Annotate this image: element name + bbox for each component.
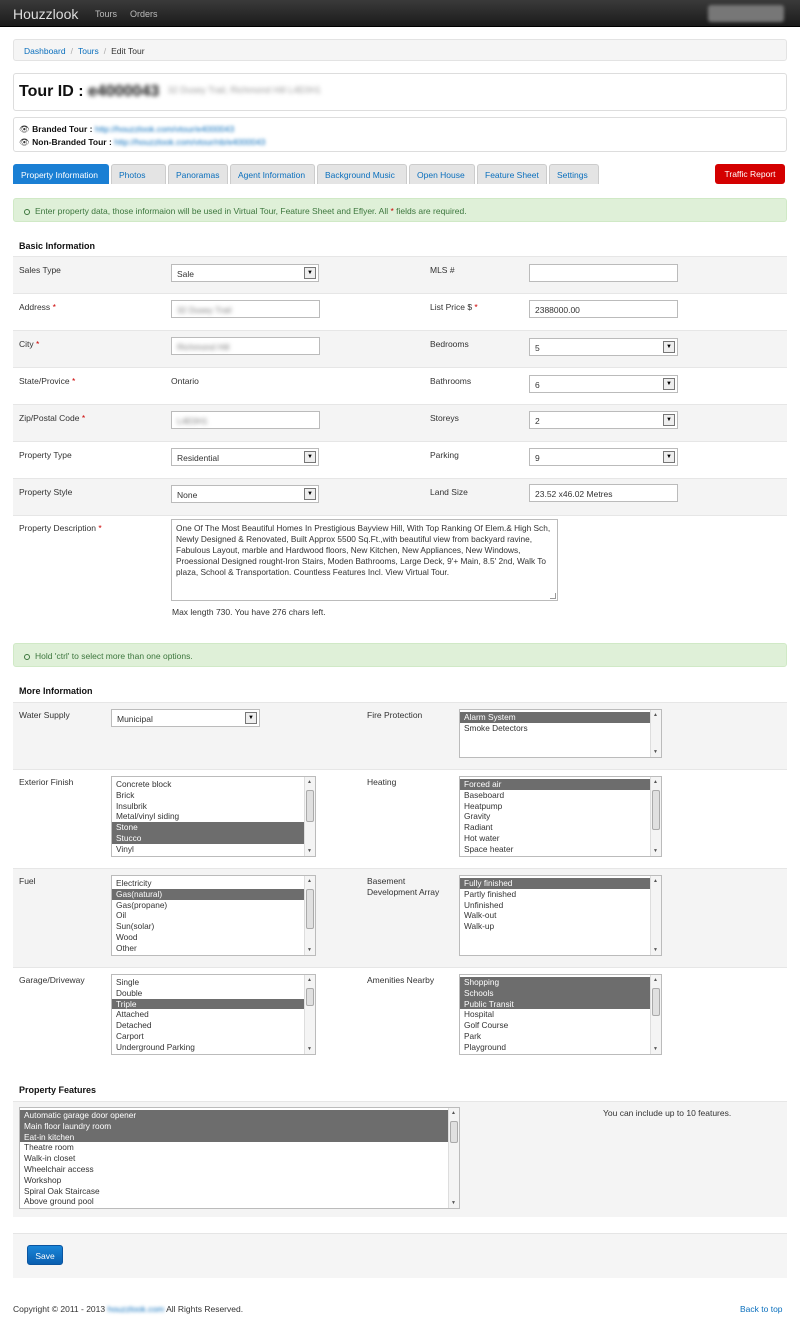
required-star: * (390, 206, 394, 216)
list-option[interactable]: Wheelchair access (24, 1163, 94, 1174)
amenities-listbox[interactable] (459, 974, 662, 1055)
user-menu[interactable] (708, 5, 784, 22)
list-option[interactable]: Playground (464, 1041, 506, 1052)
nonbranded-tour-label: Non-Branded Tour : (32, 137, 112, 147)
land-size-input[interactable]: 23.52 x46.02 Metres (529, 484, 678, 502)
nav-tours[interactable]: Tours (95, 9, 118, 19)
scrollbar-thumb[interactable] (450, 1121, 458, 1143)
nav-orders[interactable]: Orders (130, 9, 158, 19)
breadcrumb (13, 39, 787, 61)
scrollbar[interactable] (448, 1108, 459, 1208)
tab-open-house[interactable]: Open House (409, 164, 475, 184)
basic-info-title: Basic Information (19, 241, 96, 251)
tour-id-label: Tour ID : (19, 83, 84, 100)
scrollbar-thumb[interactable] (306, 790, 314, 822)
heating-listbox[interactable] (459, 776, 662, 857)
back-to-top-link[interactable]: Back to top (740, 1304, 783, 1314)
chevron-down-icon: ▼ (663, 451, 675, 463)
chevron-down-icon: ▼ (304, 267, 316, 279)
breadcrumb-separator: / (70, 46, 73, 56)
tour-title-box (13, 73, 787, 111)
bathrooms-select[interactable]: 6 ▼ (529, 375, 678, 393)
scroll-down-icon[interactable]: ▼ (653, 848, 658, 854)
list-option[interactable]: Walk-up (464, 921, 495, 932)
tour-links-box (13, 117, 787, 152)
save-button[interactable]: Save (27, 1245, 63, 1265)
scrollbar[interactable] (650, 710, 661, 757)
info-alert-ctrl (13, 643, 787, 667)
scroll-up-icon[interactable]: ▲ (307, 878, 312, 884)
list-option[interactable]: Baseboard (464, 789, 505, 800)
fire-protection-listbox[interactable] (459, 709, 662, 758)
list-option[interactable]: Gas(natural) (112, 889, 304, 900)
info-icon (24, 209, 30, 215)
sales-type-select[interactable]: Sale ▼ (171, 264, 319, 282)
scroll-up-icon[interactable]: ▲ (653, 712, 658, 718)
tab-panoramas[interactable]: Panoramas (168, 164, 228, 184)
list-option[interactable]: Attached (116, 1009, 149, 1020)
fire-protection-label: Fire Protection (367, 710, 423, 720)
scroll-down-icon[interactable]: ▼ (307, 848, 312, 854)
property-type-select[interactable]: Residential ▼ (171, 448, 319, 466)
parking-label: Parking (430, 450, 459, 460)
list-price-label: List Price $ * (430, 302, 478, 312)
list-option[interactable]: Double (116, 987, 143, 998)
list-option[interactable]: Workshop (24, 1174, 62, 1185)
list-option[interactable]: Park (464, 1030, 482, 1041)
property-type-label: Property Type (19, 450, 72, 460)
list-option[interactable]: Unfinished (464, 899, 504, 910)
brand-logo[interactable]: Houzzlook (13, 6, 79, 22)
scrollbar[interactable] (650, 876, 661, 955)
tour-address: 32 Dusey Trail, Richmond Hill L4E0H1 (167, 85, 321, 95)
traffic-report-button[interactable]: Traffic Report (715, 164, 785, 184)
list-option[interactable]: Main floor laundry room (20, 1121, 448, 1132)
scroll-up-icon[interactable]: ▲ (653, 977, 658, 983)
zip-label: Zip/Postal Code * (19, 413, 86, 423)
chevron-down-icon: ▼ (663, 414, 675, 426)
page-title (19, 83, 159, 101)
top-navbar (0, 0, 800, 27)
branded-tour-label: Branded Tour : (32, 124, 93, 134)
list-option[interactable]: Brick (116, 789, 135, 800)
list-option[interactable]: Other (116, 942, 137, 953)
more-info-title: More Information (19, 686, 93, 696)
tab-feature-sheet[interactable]: Feature Sheet (477, 164, 547, 184)
city-label: City * (19, 339, 40, 349)
list-option[interactable]: Detached (116, 1020, 152, 1031)
bedrooms-label: Bedrooms (430, 339, 469, 349)
scroll-up-icon[interactable]: ▲ (307, 977, 312, 983)
scroll-down-icon[interactable]: ▼ (307, 947, 312, 953)
storeys-select[interactable]: 2 ▼ (529, 411, 678, 429)
fuel-label: Fuel (19, 876, 36, 886)
scrollbar[interactable] (304, 975, 315, 1054)
list-option[interactable]: Triple (112, 999, 304, 1010)
scroll-down-icon[interactable]: ▼ (451, 1200, 456, 1206)
address-input[interactable]: 32 Dusey Trail (171, 300, 320, 318)
fuel-listbox[interactable] (111, 875, 316, 956)
scroll-up-icon[interactable]: ▲ (451, 1110, 456, 1116)
scroll-up-icon[interactable]: ▲ (653, 779, 658, 785)
list-option[interactable]: Automatic garage door opener (20, 1110, 448, 1121)
list-option[interactable]: Space heater (464, 843, 514, 854)
heating-label: Heating (367, 777, 397, 787)
list-option[interactable]: Golf Course (464, 1020, 509, 1031)
tour-id-value: e4000043 (88, 83, 160, 100)
scroll-down-icon[interactable]: ▼ (653, 947, 658, 953)
tab-settings[interactable]: Settings (549, 164, 599, 184)
branded-tour-link[interactable]: http://houzzlook.com/vtour/e4000043 (94, 124, 235, 134)
list-option[interactable]: Walk-out (464, 910, 497, 921)
list-option[interactable]: Partly finished (464, 888, 517, 899)
property-style-select[interactable]: None ▼ (171, 485, 319, 503)
chevron-down-icon: ▼ (304, 488, 316, 500)
list-option[interactable]: Stucco (112, 833, 304, 844)
bathrooms-label: Bathrooms (430, 376, 472, 386)
description-textarea[interactable]: One Of The Most Beautiful Homes In Prestigious Bayview Hill, With Top Ranking Of Elem.& High Sch, Newly Designed & Renovated, Built Approx 5500 Sq.Ft.,with beautiful view from backyard ravine, Fabulous Layout, marble and Hardwood floors, New Kitchen, New Appliances, New Windows, Proessional Designed rought-Iron Stairs, Moden Bathrooms, Large Deck, 9'+ Main, 8.5' 2nd, Walk To plaza, School & Transportation. Countless Features Incl. View Virtual Tour. (171, 519, 558, 601)
scrollbar[interactable] (304, 876, 315, 955)
list-option[interactable]: Stone (112, 822, 304, 833)
list-option[interactable]: Hospital (464, 1009, 494, 1020)
breadcrumb-dashboard[interactable]: Dashboard (24, 46, 66, 56)
sales-type-label: Sales Type (19, 265, 61, 275)
scrollbar-thumb[interactable] (306, 889, 314, 929)
amenities-label: Amenities Nearby (367, 975, 435, 985)
chevron-down-icon: ▼ (245, 712, 257, 724)
parking-select[interactable]: 9 ▼ (529, 448, 678, 466)
address-label: Address * (19, 302, 56, 312)
alert-text-end: fields are required. (393, 206, 467, 216)
alert-text: Hold 'ctrl' to select more than one options. (35, 651, 193, 661)
list-option[interactable]: Radiant (464, 822, 493, 833)
footer-domain-link[interactable]: houzzlook.com (107, 1304, 165, 1314)
property-features-title: Property Features (19, 1085, 97, 1095)
list-option[interactable]: Sun(solar) (116, 921, 155, 932)
list-option[interactable]: Public Transit (460, 999, 650, 1010)
scrollbar-thumb[interactable] (652, 988, 660, 1016)
list-option[interactable]: Carport (116, 1030, 144, 1041)
property-style-label: Property Style (19, 487, 73, 497)
tab-background-music[interactable]: Background Music (317, 164, 407, 184)
list-option[interactable]: Spiral Oak Staircase (24, 1185, 100, 1196)
alert-text: Enter property data, those informaion will be used in Virtual Tour, Feature Sheet and Eflyer. All (35, 206, 391, 216)
exterior-finish-label: Exterior Finish (19, 777, 74, 787)
garage-listbox[interactable] (111, 974, 316, 1055)
tab-agent-information[interactable]: Agent Information (230, 164, 315, 184)
list-option[interactable]: Hot water (464, 832, 500, 843)
list-option[interactable]: Metal/vinyl siding (116, 811, 180, 822)
water-supply-select[interactable]: Municipal ▼ (111, 709, 260, 727)
mls-input[interactable] (529, 264, 678, 282)
garage-label: Garage/Driveway (19, 975, 85, 985)
form-actions-bar (13, 1233, 787, 1278)
resize-grip-icon[interactable] (550, 593, 556, 599)
list-option[interactable]: Heatpump (464, 800, 503, 811)
info-alert-required (13, 198, 787, 222)
list-option[interactable]: Oil (116, 910, 127, 921)
basement-label: Basement Development Array (367, 876, 440, 897)
list-option[interactable]: Schools (460, 988, 650, 999)
info-icon (24, 654, 30, 660)
eye-slash-icon: 👁 (19, 137, 30, 147)
list-option[interactable]: Above ground pool (24, 1196, 94, 1207)
storeys-label: Storeys (430, 413, 459, 423)
list-option[interactable]: Wood (116, 931, 138, 942)
list-option[interactable]: Vinyl (116, 843, 134, 854)
chevron-down-icon: ▼ (304, 451, 316, 463)
mls-label: MLS # (430, 265, 455, 275)
scrollbar-thumb[interactable] (306, 988, 314, 1006)
features-limit-note: You can include up to 10 features. (603, 1108, 732, 1118)
city-input[interactable]: Richmond Hill (171, 337, 320, 355)
chevron-down-icon: ▼ (663, 378, 675, 390)
breadcrumb-tours[interactable]: Tours (77, 46, 99, 56)
water-supply-label: Water Supply (19, 710, 70, 720)
scroll-down-icon[interactable]: ▼ (653, 749, 658, 755)
nonbranded-tour-link[interactable]: http://houzzlook.com/vtour/nb/e4000043 (114, 137, 266, 147)
scrollbar-thumb[interactable] (652, 790, 660, 830)
basement-listbox[interactable] (459, 875, 662, 956)
tab-photos[interactable]: Photos (111, 164, 166, 184)
scroll-down-icon[interactable]: ▼ (653, 1046, 658, 1052)
exterior-finish-listbox[interactable] (111, 776, 316, 857)
list-option[interactable]: Insulbrik (116, 800, 147, 811)
list-option[interactable]: Electricity (116, 878, 152, 888)
state-value: Ontario (171, 376, 199, 386)
scroll-up-icon[interactable]: ▲ (653, 878, 658, 884)
list-option[interactable]: Gravity (464, 811, 491, 822)
list-option[interactable]: Alarm System (460, 712, 650, 723)
list-option[interactable]: Gas(propane) (116, 899, 168, 910)
land-size-label: Land Size (430, 487, 468, 497)
bedrooms-select[interactable]: 5 ▼ (529, 338, 678, 356)
list-option[interactable]: Walk-in closet (24, 1153, 76, 1164)
breadcrumb-separator: / (103, 46, 107, 56)
list-option[interactable]: Eat-in kitchen (20, 1132, 448, 1143)
list-option[interactable]: Single (116, 977, 140, 987)
list-option[interactable]: Forced air (460, 779, 650, 790)
property-features-listbox[interactable] (19, 1107, 460, 1209)
list-option[interactable]: Underground Parking (116, 1041, 195, 1052)
scroll-down-icon[interactable]: ▼ (307, 1046, 312, 1052)
scrollbar[interactable] (650, 975, 661, 1054)
state-label: State/Provice * (19, 376, 76, 386)
scrollbar[interactable] (304, 777, 315, 856)
tab-property-information[interactable]: Property Information (13, 164, 109, 184)
chevron-down-icon: ▼ (663, 341, 675, 353)
scroll-up-icon[interactable]: ▲ (307, 779, 312, 785)
list-option[interactable]: Shopping (460, 977, 650, 988)
breadcrumb-current: Edit Tour (111, 46, 145, 56)
list-option[interactable]: Theatre room (24, 1142, 74, 1153)
description-maxlength-hint: Max length 730. You have 276 chars left. (172, 607, 326, 617)
description-label: Property Description * (19, 523, 102, 533)
list-price-input[interactable]: 2388000.00 (529, 300, 678, 318)
list-option[interactable]: Fully finished (460, 878, 650, 889)
eye-icon: 👁 (19, 124, 30, 134)
list-option[interactable]: Smoke Detectors (464, 722, 528, 733)
scrollbar[interactable] (650, 777, 661, 856)
footer-copyright: Copyright © 2011 - 2013 houzzlook.com All Rights Reserved. (13, 1304, 244, 1314)
list-option[interactable]: Concrete block (116, 779, 172, 789)
zip-input[interactable]: L4E0H1 (171, 411, 320, 429)
